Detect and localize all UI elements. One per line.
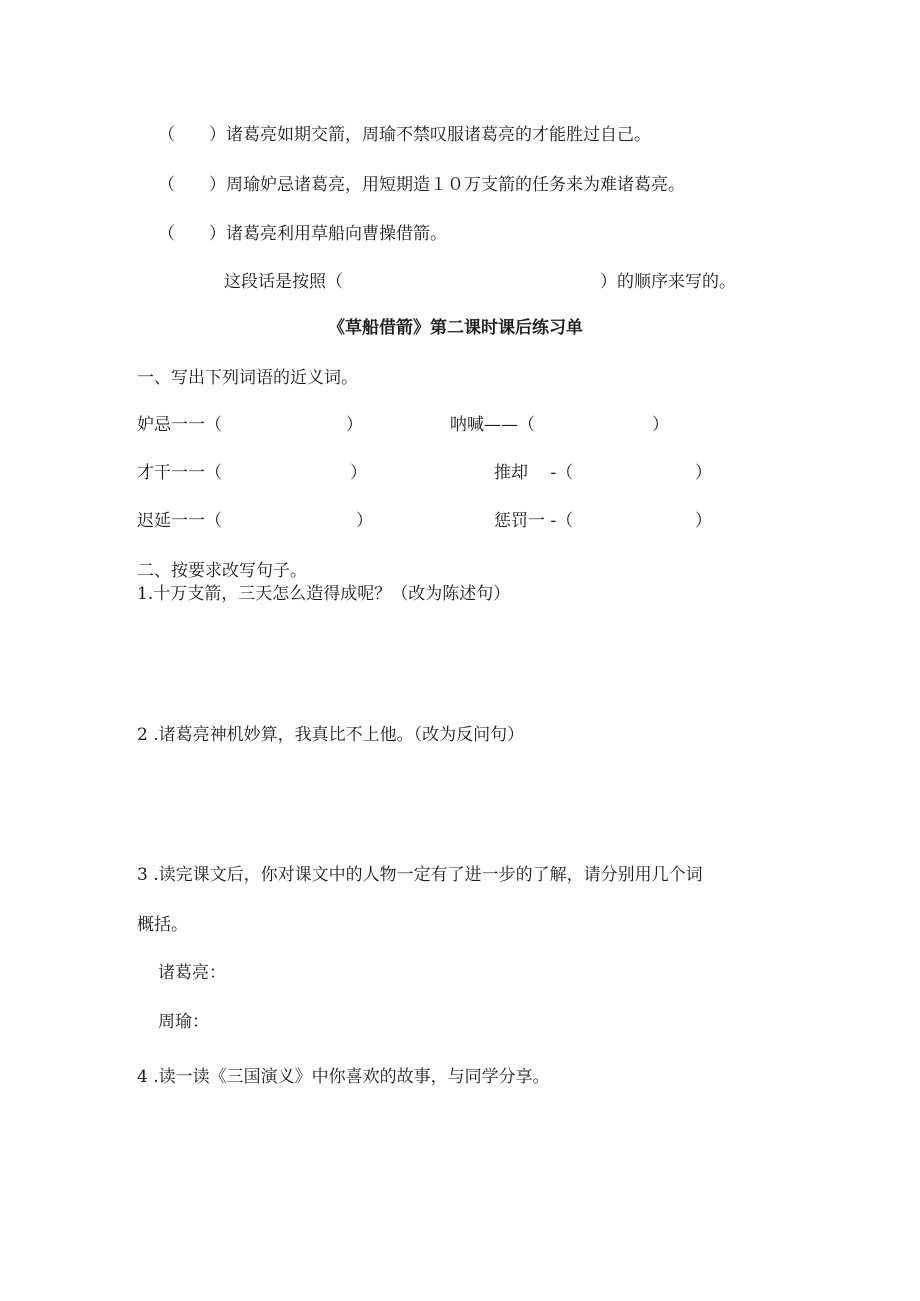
question-3-line1: 3 .读完课文后，你对课文中的人物一定有了进一步的了解，请分别用几个词 bbox=[137, 865, 703, 885]
answer-label-zhuge: 诸葛亮： bbox=[158, 963, 226, 983]
synonym-left-close-1: ） bbox=[346, 415, 363, 435]
question-1: 1.十万支箭，三天怎么造得成呢？（改为陈述句） bbox=[137, 584, 511, 604]
order-text-1: 诸葛亮如期交箭，周瑜不禁叹服诸葛亮的才能胜过自己。 bbox=[226, 125, 651, 145]
question-3-line2: 概括。 bbox=[137, 915, 188, 935]
synonym-left-3: 迟延一一（ bbox=[137, 511, 222, 531]
synonym-right-3: 惩罚一 -（ bbox=[494, 511, 574, 531]
synonym-right-close-1: ） bbox=[652, 415, 669, 435]
synonym-right-close-2: ） bbox=[695, 463, 712, 483]
order-item-1 bbox=[158, 127, 651, 144]
synonym-left-2: 才干一一（ bbox=[137, 463, 222, 483]
synonym-left-blank-3[interactable] bbox=[228, 513, 352, 531]
synonym-right-1: 呐喊——（ bbox=[450, 415, 535, 435]
answer-label-zhouyu: 周瑜： bbox=[158, 1012, 209, 1032]
order-paren-2[interactable]: （ ） bbox=[158, 175, 226, 195]
order-item-3 bbox=[158, 226, 447, 243]
synonym-right-blank-3[interactable] bbox=[588, 513, 693, 531]
section1-heading: 一、写出下列词语的近义词。 bbox=[137, 368, 358, 388]
synonym-left-close-2: ） bbox=[350, 463, 367, 483]
order-item-2 bbox=[158, 177, 685, 194]
answer-field-zhuge[interactable] bbox=[230, 965, 730, 983]
synonym-right-blank-2[interactable] bbox=[588, 465, 693, 483]
question-2-answer-area[interactable] bbox=[137, 752, 777, 852]
question-4: 4 .读一读《三国演义》中你喜欢的故事，与同学分享。 bbox=[137, 1067, 550, 1087]
answer-field-zhouyu[interactable] bbox=[215, 1014, 730, 1032]
order-sentence-prefix: 这段话是按照（ bbox=[224, 272, 343, 292]
order-sentence-blank[interactable] bbox=[365, 274, 600, 292]
synonym-left-blank-2[interactable] bbox=[228, 465, 346, 483]
order-text-2: 周瑜妒忌诸葛亮，用短期造１０万支箭的任务来为难诸葛亮。 bbox=[226, 175, 685, 195]
synonym-left-close-3: ） bbox=[356, 511, 373, 531]
worksheet-title: 《草船借箭》第二课时课后练习单 bbox=[328, 318, 583, 338]
synonym-right-close-3: ） bbox=[695, 511, 712, 531]
order-paren-3[interactable]: （ ） bbox=[158, 224, 226, 244]
section2-heading: 二、按要求改写句子。 bbox=[137, 561, 307, 581]
synonym-left-blank-1[interactable] bbox=[228, 417, 346, 435]
order-sentence-suffix: ）的顺序来写的。 bbox=[600, 272, 736, 292]
synonym-left-1: 妒忌一一（ bbox=[137, 415, 222, 435]
question-2: 2 .诸葛亮神机妙算，我真比不上他。（改为反问句） bbox=[137, 725, 525, 745]
synonym-right-2: 推却 -（ bbox=[494, 463, 574, 483]
order-paren-1[interactable]: （ ） bbox=[158, 125, 226, 145]
synonym-right-blank-1[interactable] bbox=[542, 417, 652, 435]
order-text-3: 诸葛亮利用草船向曹操借箭。 bbox=[226, 224, 447, 244]
question-1-answer-area[interactable] bbox=[137, 612, 777, 712]
